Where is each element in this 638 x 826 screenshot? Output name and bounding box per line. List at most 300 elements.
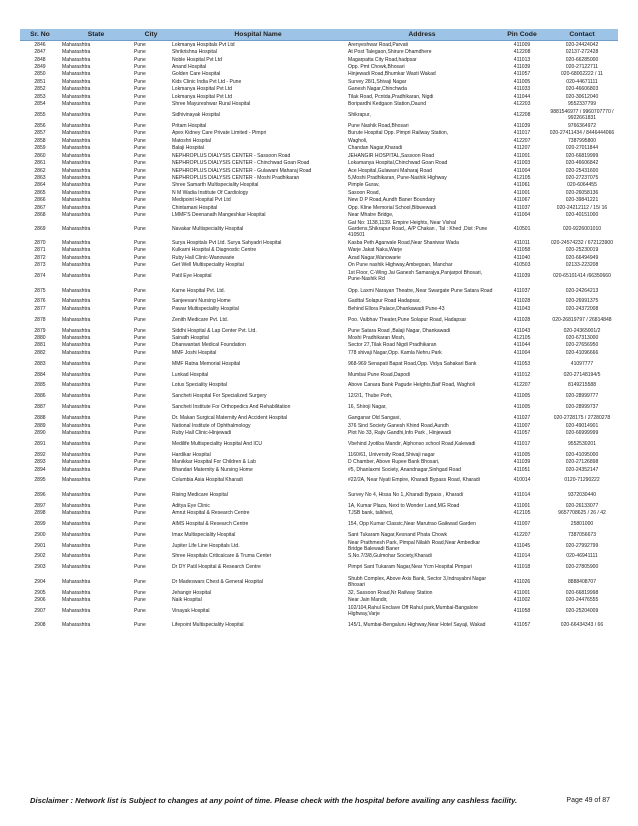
table-row — [20, 604, 618, 618]
cell-contact: 020-26991375 — [565, 298, 599, 305]
cell-sr-no: 2888 — [34, 415, 46, 422]
cell-state: Maharashtra — [62, 491, 91, 498]
table-row — [20, 531, 618, 538]
cell-city: Pune — [134, 596, 146, 603]
cell-pin-code: 410014 — [513, 477, 531, 484]
cell-address: On Pune nashik Highway,Ambegoan, Manchar — [348, 262, 453, 269]
cell-address: Sant Tukaram Nagar,Kesnand Phata Chowk — [348, 531, 448, 538]
cell-contact: 020-41095000 — [565, 451, 599, 458]
cell-city: Pune — [134, 520, 146, 527]
cell-contact: 020-68002222 / 11 — [560, 71, 603, 78]
cell-sr-no: 2895 — [34, 477, 46, 484]
cell-hospital-name: Medipoint Hospital Pvt Ltd — [172, 197, 231, 204]
cell-state: Maharashtra — [62, 622, 91, 629]
cell-state: Maharashtra — [62, 510, 91, 517]
cell-sr-no: 2875 — [34, 287, 46, 294]
cell-hospital-name: Ruby Hall Clinic-Wanowarie — [172, 254, 235, 261]
cell-pin-code: 411058 — [513, 607, 531, 614]
cell-state: Maharashtra — [62, 226, 91, 233]
cell-pin-code: 411028 — [513, 298, 531, 305]
cell-city: Pune — [134, 189, 146, 196]
cell-pin-code: 411001 — [513, 152, 531, 159]
cell-hospital-name: NEPHROPLUS DIALYSIS CENTER - Moshi Pradhikaran — [172, 175, 300, 182]
cell-contact: 020-28999737 — [565, 404, 599, 411]
cell-hospital-name: National Institute of Ophthalmology — [172, 422, 251, 429]
cell-hospital-name: Golden Care Hospital — [172, 71, 221, 78]
cell-state: Maharashtra — [62, 197, 91, 204]
cell-city: Pune — [134, 477, 146, 484]
cell-contact: 020-24352147 — [565, 466, 599, 473]
cell-sr-no: 2903 — [34, 564, 46, 571]
cell-address: Gadital Solapur Road Hadapsar, — [348, 298, 421, 305]
table-row — [20, 152, 618, 159]
table-row — [20, 262, 618, 269]
cell-address: Chandan Nagar,Kharadi — [348, 145, 403, 152]
cell-state: Maharashtra — [62, 101, 91, 108]
cell-city: Pune — [134, 247, 146, 254]
cell-pin-code: 411005 — [513, 393, 531, 400]
cell-sr-no: 2851 — [34, 78, 46, 85]
cell-state: Maharashtra — [62, 531, 91, 538]
cell-state: Maharashtra — [62, 429, 91, 436]
table-row — [20, 334, 618, 341]
table-row — [20, 342, 618, 349]
cell-hospital-name: Naik Hospital — [172, 596, 202, 603]
cell-address: Burute Hospital Opp. Pimpri Railway Station, — [348, 130, 449, 137]
cell-sr-no: 2890 — [34, 429, 46, 436]
cell-pin-code: 411057 — [513, 622, 531, 629]
column-header-hospital-name: Hospital Name — [170, 29, 346, 41]
cell-hospital-name: Aditya Eye Clinic — [172, 502, 210, 509]
cell-city: Pune — [134, 78, 146, 85]
cell-hospital-name: Amrut Hospital & Research Centre — [172, 510, 250, 517]
cell-sr-no: 2897 — [34, 502, 46, 509]
cell-address: Near Prathmesh Park, Pimpal Nilakh Road,Near Ambedkar Bridge Balewadi Baner — [348, 539, 481, 552]
cell-hospital-name: Noble Hospital Pvt Ltd — [172, 56, 222, 63]
cell-address: Boripardhi Kedgaon Station,Daund — [348, 101, 427, 108]
cell-pin-code: 412207 — [513, 382, 531, 389]
cell-pin-code: 412207 — [513, 531, 531, 538]
cell-address: Sector 27,Tilak Road Nigdi Pradhikaran — [348, 342, 437, 349]
cell-address: New D P Road,Aundh Baner Boundary — [348, 197, 436, 204]
table-row — [20, 247, 618, 254]
cell-hospital-name: Dr DY Patil Hospital & Research Centre — [172, 564, 261, 571]
cell-contact: 020-24372008 — [565, 305, 599, 312]
cell-pin-code: 411001 — [513, 189, 531, 196]
table-row — [20, 437, 618, 451]
cell-contact: 0120-71290222 — [564, 477, 600, 484]
cell-contact: 020-27237075 — [565, 175, 599, 182]
table-row — [20, 458, 618, 465]
cell-address: 1A, Kumar Plaza, Next to Wonder Land,MG Road — [348, 502, 460, 509]
cell-state: Maharashtra — [62, 477, 91, 484]
cell-city: Pune — [134, 622, 146, 629]
cell-pin-code: 411028 — [513, 316, 531, 323]
cell-address: 154, Opp Kumar Classic,Near Marutrao Gaikwad Garden — [348, 520, 476, 527]
table-row — [20, 357, 618, 371]
cell-contact: 020-24574232 / 672123900 — [550, 240, 614, 247]
table-row — [20, 502, 618, 509]
cell-address: Near Mhatre Bridge, — [348, 212, 394, 219]
hospital-network-table — [20, 29, 618, 632]
table-row — [20, 93, 618, 100]
cell-contact: 8149215588 — [567, 382, 597, 389]
cell-address: #22/2A, Near Nyati Empire, Kharadi Bypass Road, Kharadi — [348, 477, 480, 484]
table-row — [20, 145, 618, 152]
cell-state: Maharashtra — [62, 451, 91, 458]
cell-city: Pune — [134, 152, 146, 159]
cell-city: Pune — [134, 101, 146, 108]
cell-address: 16, Shiroji Nagar, — [348, 404, 387, 411]
cell-address: Opp. Pmt Chowk,Bhosari — [348, 64, 405, 71]
cell-address: D Chamber, Above Rupee Bank Bhosari, — [348, 459, 440, 466]
cell-contact: 020-24264213 — [565, 287, 599, 294]
cell-contact: 020-24424042 — [565, 41, 599, 48]
cell-city: Pune — [134, 393, 146, 400]
cell-contact: 9552337799 — [567, 101, 597, 108]
table-row — [20, 101, 618, 108]
cell-state: Maharashtra — [62, 316, 91, 323]
table-row — [20, 378, 618, 392]
cell-pin-code: 410503 — [513, 262, 531, 269]
cell-pin-code: 411004 — [513, 212, 531, 219]
cell-hospital-name: Navakar Multispeciality Hospital — [172, 226, 244, 233]
cell-hospital-name: Zenith Medicare Pvt. Ltd. — [172, 316, 229, 323]
cell-city: Pune — [134, 175, 146, 182]
table-row — [20, 122, 618, 129]
cell-sr-no: 2907 — [34, 607, 46, 614]
cell-sr-no: 2874 — [34, 273, 46, 280]
cell-pin-code: 411039 — [513, 459, 531, 466]
cell-contact: 020-27148194/5 — [563, 371, 601, 378]
cell-hospital-name: Anand Hospital — [172, 64, 207, 71]
cell-address: Arenyeshwar Road,Parvati — [348, 41, 409, 48]
cell-contact: 020-41096666 — [565, 349, 599, 356]
cell-city: Pune — [134, 316, 146, 323]
cell-sr-no: 2856 — [34, 122, 46, 129]
cell-sr-no: 2887 — [34, 404, 46, 411]
cell-sr-no: 2872 — [34, 254, 46, 261]
cell-sr-no: 2908 — [34, 622, 46, 629]
cell-city: Pune — [134, 589, 146, 596]
cell-city: Pune — [134, 578, 146, 585]
cell-sr-no: 2846 — [34, 41, 46, 48]
cell-state: Maharashtra — [62, 334, 91, 341]
cell-pin-code: 411067 — [513, 197, 531, 204]
cell-city: Pune — [134, 440, 146, 447]
table-row — [20, 182, 618, 189]
cell-contact: 020-66434343 / 66 — [560, 622, 604, 629]
cell-contact: 020-27992799 — [565, 542, 599, 549]
cell-state: Maharashtra — [62, 262, 91, 269]
cell-pin-code: 412203 — [513, 101, 531, 108]
cell-sr-no: 2861 — [34, 160, 46, 167]
cell-hospital-name: Chintamani Hospital — [172, 204, 218, 211]
column-header-state: State — [60, 29, 132, 41]
cell-hospital-name: Sancheti Hospital For Specialized Surgery — [172, 393, 267, 400]
cell-sr-no: 2902 — [34, 553, 46, 560]
cell-state: Maharashtra — [62, 298, 91, 305]
cell-sr-no: 2876 — [34, 298, 46, 305]
cell-sr-no: 2898 — [34, 510, 46, 517]
cell-address: Pune Nashik Road,Bhosari — [348, 122, 409, 129]
cell-city: Pune — [134, 212, 146, 219]
cell-pin-code: 411207 — [513, 145, 531, 152]
cell-sr-no: 2881 — [34, 342, 46, 349]
cell-city: Pune — [134, 112, 146, 119]
cell-state: Maharashtra — [62, 204, 91, 211]
column-header-city: City — [132, 29, 170, 41]
table-row — [20, 137, 618, 144]
cell-sr-no: 2889 — [34, 422, 46, 429]
cell-sr-no: 2869 — [34, 226, 46, 233]
cell-city: Pune — [134, 240, 146, 247]
cell-sr-no: 2864 — [34, 182, 46, 189]
cell-sr-no: 2848 — [34, 56, 46, 63]
table-row — [20, 174, 618, 181]
cell-address: 968-969 Senapati Bapat Road,Opp. Vidya Sahakari Bank — [348, 360, 477, 367]
cell-sr-no: 2847 — [34, 49, 46, 56]
table-row — [20, 189, 618, 196]
cell-sr-no: 2891 — [34, 440, 46, 447]
cell-city: Pune — [134, 226, 146, 233]
cell-state: Maharashtra — [62, 466, 91, 473]
cell-state: Maharashtra — [62, 520, 91, 527]
cell-sr-no: 2870 — [34, 240, 46, 247]
cell-contact: 020-24365001/2 — [563, 327, 601, 334]
cell-state: Maharashtra — [62, 167, 91, 174]
cell-contact: 9552530201 — [567, 440, 597, 447]
cell-contact: 020-27011844 — [565, 145, 599, 152]
cell-hospital-name: Dr Madeswars Chest & General Hospital — [172, 578, 263, 585]
cell-pin-code: 412105 — [513, 334, 531, 341]
cell-state: Maharashtra — [62, 589, 91, 596]
table-row — [20, 305, 618, 312]
cell-state: Maharashtra — [62, 596, 91, 603]
cell-contact: 020-67313000 — [565, 334, 599, 341]
cell-contact: 020-66494949 — [565, 254, 599, 261]
cell-hospital-name: Sanjeevani Nursing Home — [172, 298, 231, 305]
cell-hospital-name: Rising Medicare Hospital — [172, 491, 228, 498]
table-row — [20, 466, 618, 473]
cell-city: Pune — [134, 564, 146, 571]
table-row — [20, 327, 618, 334]
cell-state: Maharashtra — [62, 349, 91, 356]
cell-hospital-name: NEPHROPLUS DIALYSIS CENTER - Chinchwad Goan Road — [172, 160, 310, 167]
cell-hospital-name: Hardikar Hospital — [172, 451, 211, 458]
cell-pin-code: 411045 — [513, 542, 531, 549]
cell-city: Pune — [134, 71, 146, 78]
cell-pin-code: 411001 — [513, 502, 531, 509]
cell-contact: 41097777 — [570, 360, 594, 367]
cell-pin-code: 411051 — [513, 466, 531, 473]
cell-address: Vbehind Jyotiba Mandir, Alphonso school Road,Kalewadi — [348, 440, 476, 447]
cell-sr-no: 2905 — [34, 589, 46, 596]
cell-city: Pune — [134, 542, 146, 549]
cell-sr-no: 2871 — [34, 247, 46, 254]
cell-sr-no: 2896 — [34, 491, 46, 498]
cell-city: Pune — [134, 510, 146, 517]
cell-sr-no: 2863 — [34, 175, 46, 182]
table-row — [20, 473, 618, 487]
cell-sr-no: 2892 — [34, 451, 46, 458]
table-row — [20, 71, 618, 78]
cell-contact: 020-27805900 — [565, 564, 599, 571]
cell-state: Maharashtra — [62, 122, 91, 129]
cell-hospital-name: Siddhi Hospital & Lap Center Pvt. Ltd. — [172, 327, 257, 334]
cell-pin-code: 411014 — [513, 491, 531, 498]
cell-pin-code: 411007 — [513, 520, 531, 527]
cell-contact: 020-66819998 — [565, 589, 599, 596]
cell-contact: 020-40151000 — [565, 212, 599, 219]
cell-pin-code: 411001 — [513, 589, 531, 596]
cell-contact: 020-25204009 — [565, 607, 599, 614]
cell-pin-code: 411003 — [513, 160, 531, 167]
cell-address: Pimple Gurav, — [348, 182, 380, 189]
cell-state: Maharashtra — [62, 189, 91, 196]
cell-sr-no: 2901 — [34, 542, 46, 549]
cell-contact: 020-24212112 / 15/ 16 — [556, 204, 608, 211]
cell-address: Azad Nagar,Wanowarie — [348, 254, 401, 261]
table-row — [20, 78, 618, 85]
cell-hospital-name: Sainath Hospital — [172, 334, 209, 341]
cell-contact: 020-26058136 — [565, 189, 599, 196]
table-row — [20, 509, 618, 516]
cell-pin-code: 411043 — [513, 305, 531, 312]
cell-hospital-name: Shree Mayureshwar Rural Hospital — [172, 101, 251, 108]
table-row — [20, 63, 618, 70]
table-row — [20, 204, 618, 211]
table-row — [20, 313, 618, 327]
cell-sr-no: 2906 — [34, 596, 46, 603]
cell-address: Hinjewadi Road,Bhumkar Wasti Wakad — [348, 71, 436, 78]
table-row — [20, 393, 618, 400]
cell-pin-code: 411058 — [513, 247, 531, 254]
cell-address: Survey No 4, Hissa No 1,,Kharadi Bypass , Kharadi — [348, 491, 464, 498]
cell-state: Maharashtra — [62, 160, 91, 167]
cell-contact: 7387995800 — [567, 137, 597, 144]
cell-contact: 020-49014901 — [565, 422, 599, 429]
cell-sr-no: 2855 — [34, 112, 46, 119]
cell-pin-code: 411044 — [513, 342, 531, 349]
cell-pin-code: 411017 — [513, 440, 531, 447]
cell-pin-code: 412208 — [513, 112, 531, 119]
cell-pin-code: 411061 — [513, 182, 531, 189]
cell-city: Pune — [134, 531, 146, 538]
cell-pin-code: 412105 — [513, 510, 531, 517]
table-row — [20, 159, 618, 166]
cell-pin-code: 411037 — [513, 287, 531, 294]
table-row — [20, 429, 618, 436]
cell-sr-no: 2893 — [34, 459, 46, 466]
cell-address: Ganganar Old Sangavi, — [348, 415, 401, 422]
cell-address: Warje Jakat Naka,Warje — [348, 247, 403, 254]
cell-state: Maharashtra — [62, 393, 91, 400]
cell-city: Pune — [134, 334, 146, 341]
cell-pin-code: 411013 — [513, 56, 531, 63]
cell-state: Maharashtra — [62, 342, 91, 349]
cell-address: Behind Ellora Palace,Dhankawadi Pune-43 — [348, 305, 445, 312]
cell-hospital-name: Balaji Hospital — [172, 145, 204, 152]
cell-state: Maharashtra — [62, 502, 91, 509]
cell-address: 376 Sind Society Ganesh Khind Road,Aundh — [348, 422, 449, 429]
cell-state: Maharashtra — [62, 212, 91, 219]
cell-contact: 02133-223208 — [565, 262, 599, 269]
cell-state: Maharashtra — [62, 56, 91, 63]
cell-pin-code: 411037 — [513, 204, 531, 211]
cell-state: Maharashtra — [62, 542, 91, 549]
cell-sr-no: 2867 — [34, 204, 46, 211]
table-row — [20, 560, 618, 574]
cell-contact: 02137-272428 — [565, 49, 599, 56]
cell-pin-code: 411018 — [513, 564, 531, 571]
column-header-contact: Contact — [546, 29, 618, 41]
cell-sr-no: 2885 — [34, 382, 46, 389]
table-row — [20, 219, 618, 239]
cell-state: Maharashtra — [62, 422, 91, 429]
cell-address: 12/2/1, Thube Porh, — [348, 393, 393, 400]
table-row — [20, 283, 618, 297]
cell-address: Sasoon Road, — [348, 189, 380, 196]
cell-hospital-name: Apex Kidney Care Private Limited - Pimpri — [172, 130, 267, 137]
table-row — [20, 41, 618, 49]
cell-pin-code: 411026 — [513, 578, 531, 585]
cell-hospital-name: Shree Samarth Multispeciality Hospital — [172, 182, 259, 189]
cell-city: Pune — [134, 122, 146, 129]
cell-sr-no: 2883 — [34, 360, 46, 367]
cell-hospital-name: Pawar Multispeciality Hospital — [172, 305, 239, 312]
cell-contact: 020-25230019 — [565, 247, 599, 254]
cell-hospital-name: Jehangir Hospital — [172, 589, 211, 596]
cell-pin-code: 411043 — [513, 327, 531, 334]
cell-sr-no: 2868 — [34, 212, 46, 219]
cell-hospital-name: Imax Multispeciality Hospital — [172, 531, 236, 538]
cell-state: Maharashtra — [62, 49, 91, 56]
cell-hospital-name: Columbia Asia Hospital Kharadi — [172, 477, 243, 484]
cell-city: Pune — [134, 64, 146, 71]
cell-pin-code: 411004 — [513, 349, 531, 356]
cell-city: Pune — [134, 298, 146, 305]
cell-pin-code: 411044 — [513, 93, 531, 100]
cell-state: Maharashtra — [62, 182, 91, 189]
cell-hospital-name: Vinayak Hospital — [172, 607, 210, 614]
cell-city: Pune — [134, 502, 146, 509]
cell-pin-code: 411011 — [513, 240, 531, 247]
table-row — [20, 56, 618, 63]
cell-contact: 020-27411434 / 8446444066 — [549, 130, 615, 137]
cell-contact: 9766364972 — [567, 122, 597, 129]
table-row — [20, 269, 618, 283]
cell-city: Pune — [134, 382, 146, 389]
cell-pin-code: 412208 — [513, 49, 531, 56]
cell-contact: 020-6064455 — [567, 182, 597, 189]
cell-city: Pune — [134, 86, 146, 93]
cell-sr-no: 2849 — [34, 64, 46, 71]
cell-pin-code: 411012 — [513, 371, 531, 378]
cell-sr-no: 2862 — [34, 167, 46, 174]
cell-hospital-name: NEPHROPLUS DIALYSIS CENTER - Sassoon Road — [172, 152, 291, 159]
cell-sr-no: 2852 — [34, 86, 46, 93]
cell-state: Maharashtra — [62, 273, 91, 280]
cell-address: Magarpatta City Road,hadpsar — [348, 56, 417, 63]
cell-sr-no: 2850 — [34, 71, 46, 78]
cell-contact: 7387056673 — [567, 531, 597, 538]
cell-hospital-name: N M Wadia Institute Of Cardiology — [172, 189, 249, 196]
cell-hospital-name: Shree Hospitals Criticalcare & Truma Center — [172, 553, 272, 560]
cell-pin-code: 411009 — [513, 41, 531, 48]
cell-hospital-name: NEPHROPLUS DIALYSIS CENTER - Gulawani Maharaj Road — [172, 167, 312, 174]
table-row — [20, 197, 618, 204]
